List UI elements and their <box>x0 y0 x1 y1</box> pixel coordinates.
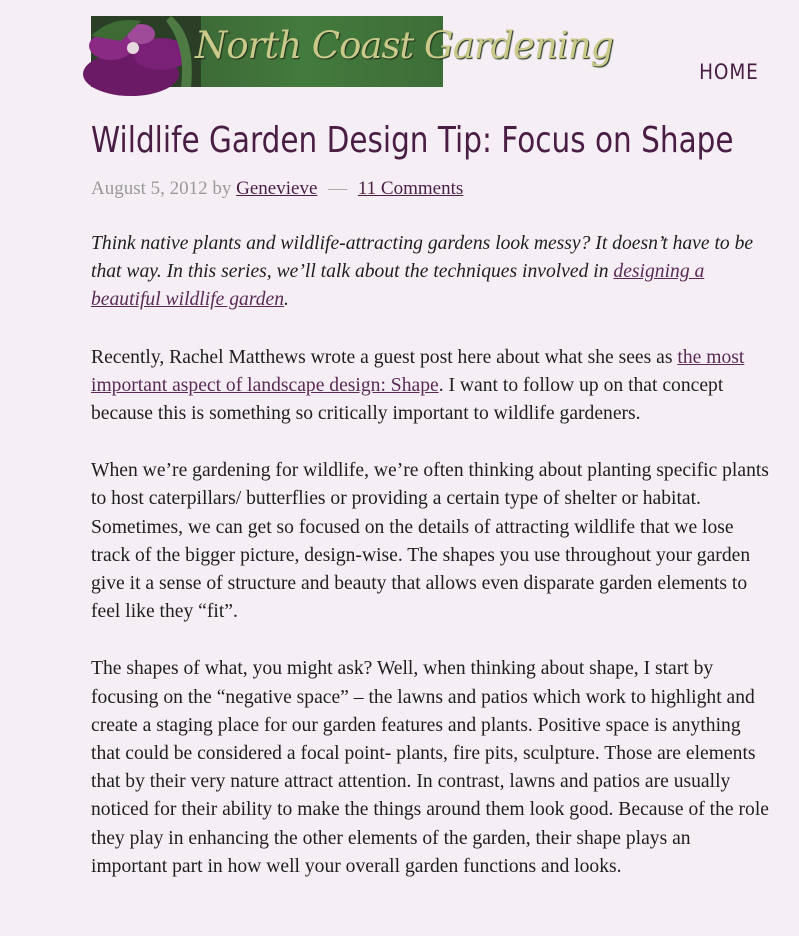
paragraph-2: When we’re gardening for wildlife, we’re often thinking about planting specific plants to host caterpillars/ butterflies or providing a certain type of shelter or habitat. Sometimes, we can get so focused on the details of attracting wildlife that we lose track of the bigger picture, design-wise. The shapes you use throughout your garden give it a sense of structure and beauty that allows even disparate garden elements to feel like they “fit”. <box>91 460 769 623</box>
logo-text: North Coast Gardening <box>195 24 614 67</box>
paragraph-1-text: Recently, Rachel Matthews wrote a guest post here about what she sees as <box>91 346 678 368</box>
comments-link[interactable]: 11 Comments <box>357 178 464 199</box>
wildlife-garden-link[interactable]: designing a beautiful wildlife garden <box>91 261 705 311</box>
post-date: August 5, 2012 <box>91 178 208 199</box>
post-content <box>91 230 771 910</box>
author-link[interactable]: Genevieve <box>236 178 318 199</box>
site-logo[interactable] <box>91 16 614 87</box>
paragraph-3: The shapes of what, you might ask? Well, when thinking about shape, I start by focusing on the “negative space” – the lawns and patios which work to highlight and create a staging place for our garden features and plants. Positive space is anything that could be considered a focal point- plants, fire pits, sculpture. Those are elements that by their very nature attract attention. In contrast, lawns and patios are usually noticed for their ability to make the things around them look good. Because of the role they play in enhancing the other elements of the garden, their shape plays an important part in how well your overall garden functions and looks. <box>91 658 769 877</box>
post-by: by <box>212 178 232 199</box>
post-meta <box>91 178 463 200</box>
post-title: Wildlife Garden Design Tip: Focus on Shape <box>91 120 734 161</box>
meta-separator: — <box>328 178 348 199</box>
nav-home-link[interactable]: HOME <box>699 60 759 84</box>
intro-text-end: . <box>284 289 289 311</box>
paragraph-1 <box>91 344 771 429</box>
landscape-design-shape-link[interactable]: the most important aspect of landscape design: Shape <box>91 346 745 396</box>
intro-text: Think native plants and wildlife-attracting gardens look messy? It doesn’t have to be that way. In this series, we’ll talk about the techniques involved in <box>91 233 754 283</box>
intro-paragraph <box>91 230 771 315</box>
paragraph-1-text-end: . I want to follow up on that concept because this is something so critically important to wildlife gardeners. <box>91 374 724 425</box>
